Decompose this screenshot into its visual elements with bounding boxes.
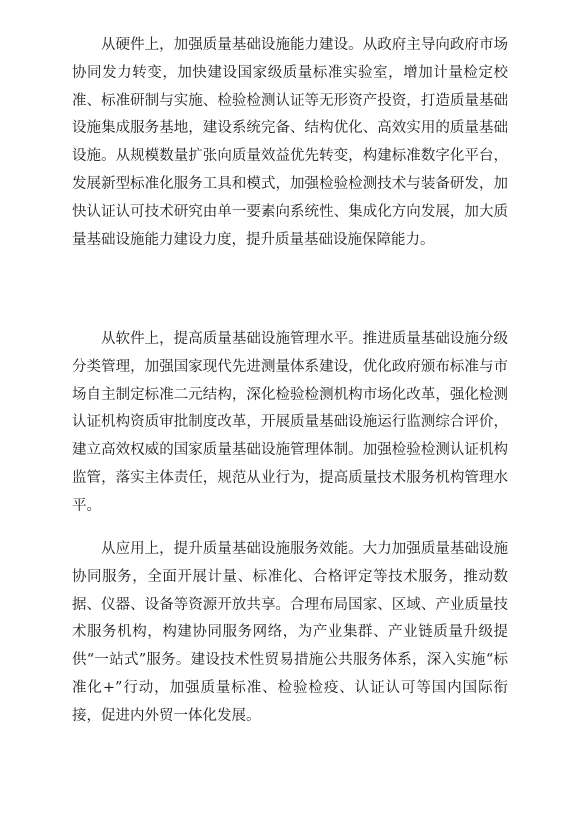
paragraph-application: 从应用上，提升质量基础设施服务效能。大力加强质量基础设施协同服务，全面开展计量、标准化、合格评定等技术服务，推动数据、仪器、设备等资源开放共享。合理布局国家、区域、产业质量技术服务机构，构建协同服务网络，为产业集群、产业链质量升级提供“一站式”服务。建设技术性贸易措施公共服务体系，深入实施“标准化+”行动，加强质量标准、检验检疫、认证认可等国内国际衔接，促进内外贸一体化发展。 <box>72 541 508 724</box>
paragraph-software: 从软件上，提高质量基础设施管理水平。推进质量基础设施分级分类管理，加强国家现代先进测量体系建设，优化政府颁布标准与市场自主制定标准二元结构，深化检验检测机构市场化改革，强化检测认证机构资质审批制度改革，开展质量基础设施运行监测综合评价，建立高效权威的国家质量基础设施管理体制。加强检验检测认证机构监管，落实主体责任，规范从业行为，提高质量技术服务机构管理水平。 <box>72 331 508 514</box>
paragraph-hardware: 从硬件上，加强质量基础设施能力建设。从政府主导向政府市场协同发力转变，加快建设国家级质量标准实验室，增加计量检定校准、标准研制与实施、检验检测认证等无形资产投资，打造质量基础设施集成服务基地，建设系统完备、结构优化、高效实用的质量基础设施。从规模数量扩张向质量效益优先转变，构建标准数字化平台，发展新型标准化服务工具和模式，加强检验检测技术与装备研发，加快认证认可技术研究由单一要素向系统性、集成化方向发展，加大质量基础设施能力建设力度，提升质量基础设施保障能力。 <box>72 37 508 248</box>
